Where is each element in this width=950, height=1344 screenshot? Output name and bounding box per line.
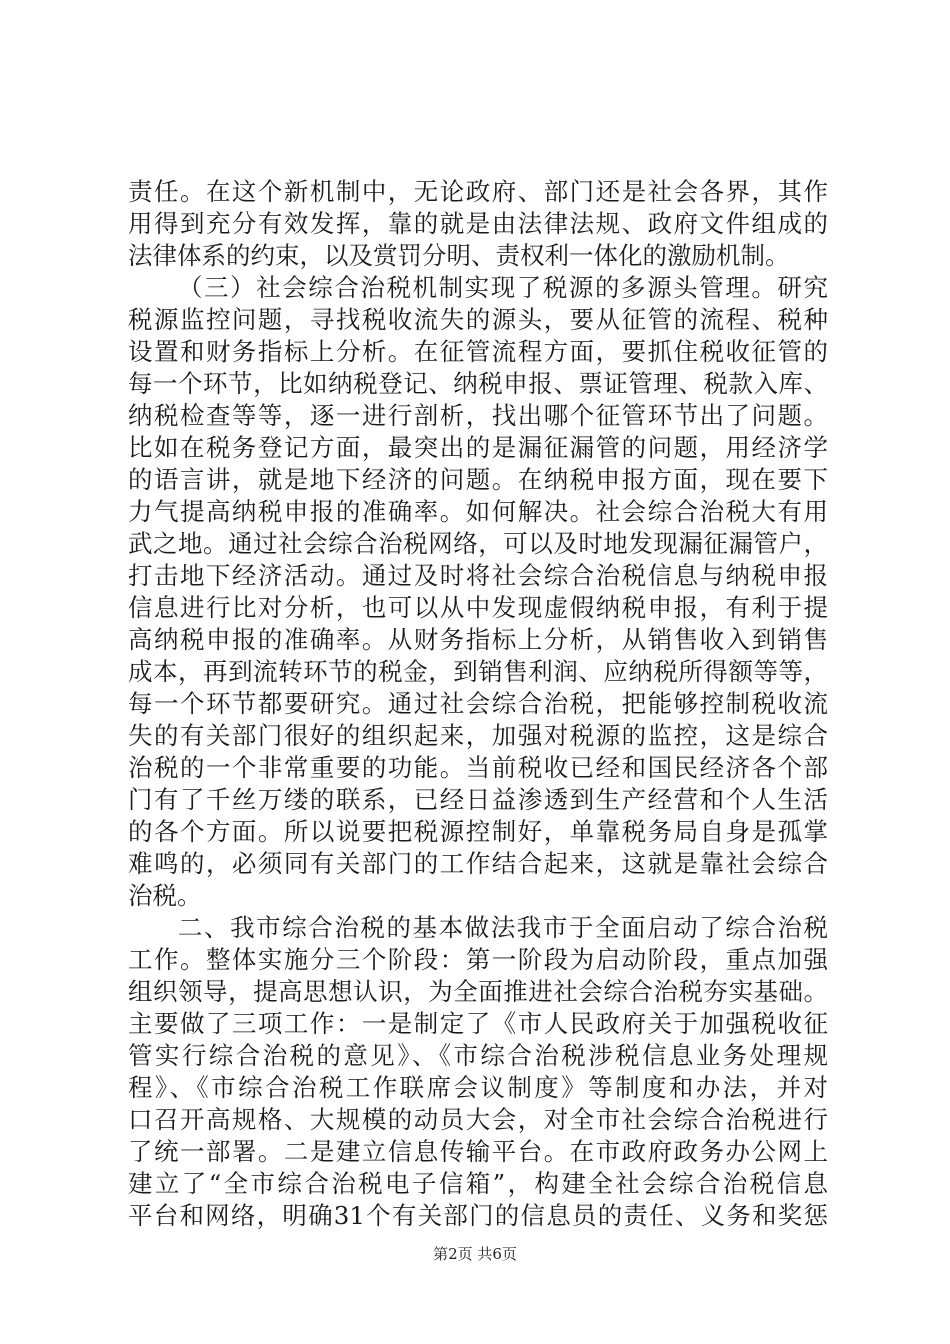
text-line: 主要做了三项工作：一是制定了《市人民政府关于加强税收征 (128, 1009, 828, 1038)
page-footer: 第2页 共6页 (433, 1245, 517, 1263)
text-line: 每一个环节都要研究。通过社会综合治税，把能够控制税收流 (128, 689, 828, 718)
text-line: 的各个方面。所以说要把税源控制好，单靠税务局自身是孤掌 (128, 817, 828, 846)
text-line: 组织领导，提高思想认识，为全面推进社会综合治税夯实基础。 (128, 977, 828, 1006)
text-line: 设置和财务指标上分析。在征管流程方面，要抓住税收征管的 (128, 337, 828, 366)
text-line: 建立了“全市综合治税电子信箱”，构建全社会综合治税信息 (128, 1169, 828, 1198)
text-line: 难鸣的，必须同有关部门的工作结合起来，这就是靠社会综合 (128, 849, 828, 878)
text-line: 工作。整体实施分三个阶段：第一阶段为启动阶段，重点加强 (128, 945, 828, 974)
text-line: 程》、《市综合治税工作联席会议制度》等制度和办法，并对 (128, 1073, 828, 1102)
text-line: 纳税检查等等，逐一进行剖析，找出哪个征管环节出了问题。 (128, 401, 828, 430)
text-line: 失的有关部门很好的组织起来，加强对税源的监控，这是综合 (128, 721, 828, 750)
text-line: 门有了千丝万缕的联系，已经日益渗透到生产经营和个人生活 (128, 785, 828, 814)
text-line: 口召开高规格、大规模的动员大会，对全市社会综合治税进行 (128, 1105, 828, 1134)
text-line: 治税的一个非常重要的功能。当前税收已经和国民经济各个部 (128, 753, 828, 782)
text-line: 治税。 (128, 881, 202, 910)
text-line: 力气提高纳税申报的准确率。如何解决。社会综合治税大有用 (128, 497, 828, 526)
text-line: 的语言讲，就是地下经济的问题。在纳税申报方面，现在要下 (128, 465, 828, 494)
text-line: 武之地。通过社会综合治税网络，可以及时地发现漏征漏管户， (128, 529, 828, 558)
text-line: 平台和网络，明确31个有关部门的信息员的责任、义务和奖惩 (128, 1201, 828, 1230)
text-line: 比如在税务登记方面，最突出的是漏征漏管的问题，用经济学 (128, 433, 828, 462)
text-line: 每一个环节，比如纳税登记、纳税申报、票证管理、税款入库、 (128, 369, 828, 398)
text-line: 高纳税申报的准确率。从财务指标上分析，从销售收入到销售 (128, 625, 828, 654)
text-line: 管实行综合治税的意见》、《市综合治税涉税信息业务处理规 (128, 1041, 828, 1070)
text-line: 成本，再到流转环节的税金，到销售利润、应纳税所得额等等， (128, 657, 828, 686)
text-line: 税源监控问题，寻找税收流失的源头，要从征管的流程、税种 (128, 305, 828, 334)
text-line: （三）社会综合治税机制实现了税源的多源头管理。研究 (178, 273, 828, 302)
text-line: 打击地下经济活动。通过及时将社会综合治税信息与纳税申报 (128, 561, 828, 590)
document-body (128, 176, 828, 1232)
text-line: 责任。在这个新机制中，无论政府、部门还是社会各界，其作 (128, 177, 828, 206)
text-line: 法律体系的约束，以及赏罚分明、责权利一体化的激励机制。 (128, 241, 790, 270)
text-line: 用得到充分有效发挥，靠的就是由法律法规、政府文件组成的 (128, 209, 828, 238)
text-line: 信息进行比对分析，也可以从中发现虚假纳税申报，有利于提 (128, 593, 828, 622)
text-line: 了统一部署。二是建立信息传输平台。在市政府政务办公网上 (128, 1137, 828, 1166)
text-line: 二、我市综合治税的基本做法我市于全面启动了综合治税 (178, 913, 828, 942)
